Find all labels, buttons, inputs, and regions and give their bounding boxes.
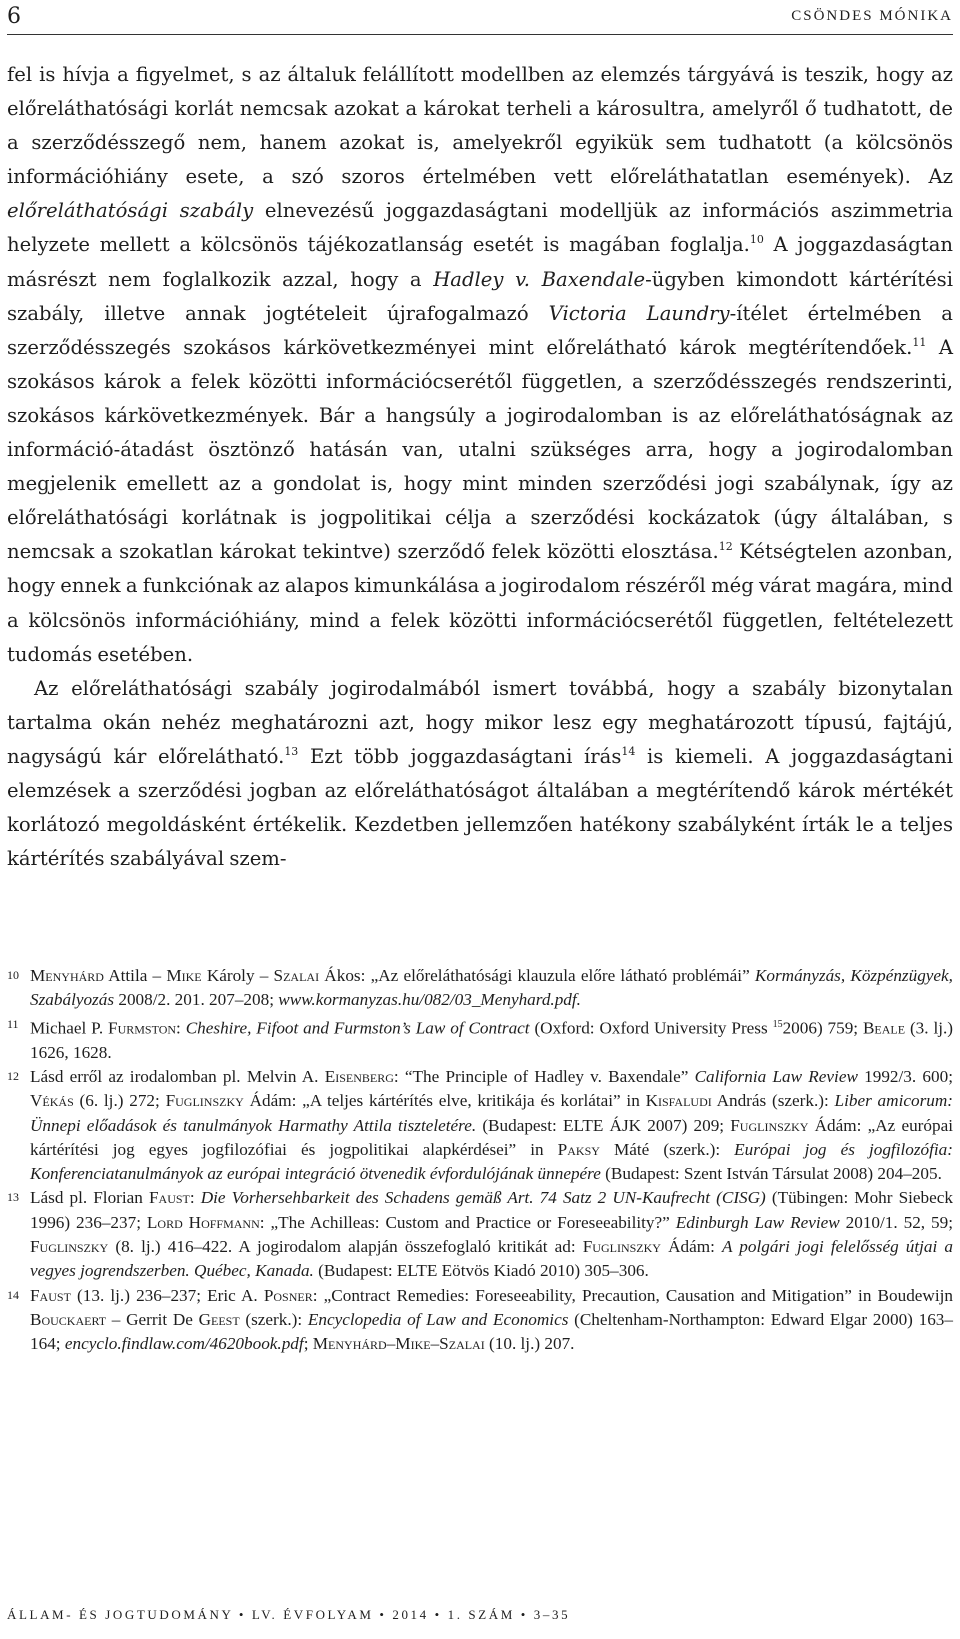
footnote-11 <box>7 1013 953 1065</box>
author-name: Menyhárd–Mike–Szalai <box>312 1334 485 1354</box>
footnote-10 <box>7 964 953 1013</box>
footnote-text <box>30 1186 953 1283</box>
text-run: Máté (szerk.): <box>599 1139 735 1159</box>
text-run: (8. lj.) 416–422. A jogirodalom alapján összefoglaló kritikát ad: <box>108 1237 583 1256</box>
running-head: CSÖNDES MÓNIKA <box>791 8 953 24</box>
emphasis: Victoria Laundry <box>548 301 730 325</box>
text-run: Lásd pl. Florian <box>30 1188 149 1208</box>
author-name: Kisfaludi <box>645 1091 712 1111</box>
text-run: (szerk.): <box>239 1309 308 1329</box>
book-title: Európai jog és jogfilozófia: Konferenciatanulmányok az európai integráció ötvenedik évfordulójának ünnepére <box>30 1139 953 1184</box>
footnote-ref-14[interactable]: 14 <box>621 744 636 758</box>
emphasis: előreláthatósági szabály <box>7 199 254 223</box>
text-run: : „Contract Remedies: Foreseeability, Precaution, Causation and Mitigation” in Boudewijn <box>312 1285 953 1305</box>
author-name: Bouckaert <box>30 1309 107 1329</box>
footnote-number: 12 <box>7 1068 19 1083</box>
author-name: Fuglinszky <box>582 1237 661 1256</box>
text-run: : <box>176 1018 186 1038</box>
text-run: Ádám: „A teljes kártérítés elve, kritikája és korlátai” in <box>243 1091 646 1111</box>
main-text <box>7 58 953 876</box>
text-run: -ítélet értelmében a szerződésszegés szokásos kárkövetkezményei mint előrelátható károk megtérítendőek. <box>7 301 953 359</box>
author-name: Fuglinszky <box>730 1115 809 1135</box>
book-title: A polgári jogi felelősség útjai a vegyes jogrendszerben. Québec, Kanada. <box>30 1237 954 1281</box>
text-run: Ákos: „Az előreláthatósági klauzula előre látható problémái” <box>319 966 755 985</box>
text-run: 2008/2. 201. 207–208; <box>114 990 279 1010</box>
text-run: : „The Achilleas: Custom and Practice or Foreseeability?” <box>259 1212 676 1232</box>
book-title: Cheshire, Fifoot and Furmston’s Law of Contract <box>185 1018 530 1038</box>
footnote-ref-12[interactable]: 12 <box>718 540 733 554</box>
url-link[interactable]: www.kormanyzas.hu/082/03_Menyhard.pdf. <box>278 990 581 1010</box>
text-run: (3. lj.) 1626, 1628. <box>30 1018 954 1062</box>
paragraph-2 <box>7 672 953 877</box>
footnote-number: 14 <box>7 1287 19 1302</box>
footnote-ref-11[interactable]: 11 <box>912 335 927 349</box>
book-title: Encyclopedia of Law and Economics <box>307 1309 569 1329</box>
author-name: Paksy <box>557 1139 600 1159</box>
text-run: (10. lj.) 207. <box>484 1334 575 1354</box>
author-name: Faust <box>148 1188 190 1208</box>
text-run: Az előreláthatósági szabály jogirodalmából ismert továbbá, hogy a szabály bizonytalan tartalma okán nehéz meghatározni azt, hogy mikor lesz egy meghatározott típusú, fajtájú, nagyságú kár előrelátható. <box>7 676 953 768</box>
text-run: Ezt több joggazdaságtani írás <box>298 744 622 768</box>
text-run: (13. lj.) 236–237; Eric A. <box>70 1285 264 1305</box>
text-run: A szokásos károk a felek közötti információcserétől független, a szerződésszegés rendszerinti, szokásos kárkövetkezmények. Bár a hangsúly a jogirodalomban is az előreláthatóságnak az információ-átadást ösztönző hatásán van, utalni szükséges arra, hogy a jogirodalomban megjelenik emellett az a gondolat is, hogy mint minden szerződési jogi szabálynak, így az előreláthatósági korlátnak is jogpolitikai célja a szerződési kockázatok (úgy általában, s nemcsak a szokatlan károkat tekintve) szerződő felek közötti elosztása. <box>7 335 953 564</box>
text-run: fel is hívja a figyelmet, s az általuk felállított modellben az elemzés tárgyává is teszik, hogy az előreláthatósági korlát nemcsak azokat a károkat terheli a károsultra, amelyről ő tudhatott, de a szerződésszegő nem, hanem azokat is, amelyekről egyikük sem tudhatott (a kölcsönös információhiány esete, a szó szoros értelmében vett előreláthatatlan események). Az <box>7 63 953 189</box>
footnote-text <box>30 1284 953 1357</box>
text-run: : <box>189 1188 201 1208</box>
paragraph-1 <box>7 58 953 672</box>
footnote-ref-13[interactable]: 13 <box>284 744 299 758</box>
edition-superscript: 15 <box>772 1018 783 1030</box>
text-run: 2006) 759; <box>782 1018 863 1038</box>
page-number: 6 <box>7 4 21 29</box>
author-name: Beale <box>862 1018 906 1038</box>
book-title: Liber amicorum: Ünnepi előadások és tanulmányok Harmathy Attila tiszteletére. <box>30 1091 953 1135</box>
journal-title: Edinburgh Law Review <box>675 1212 840 1232</box>
author-name: Fuglinszky <box>30 1237 109 1256</box>
footnote-text <box>30 964 953 1013</box>
footnote-number: 13 <box>7 1190 19 1205</box>
text-run: (Budapest: ELTE ÁJK 2007) 209; <box>476 1115 731 1135</box>
text-run: Ádám: <box>660 1237 722 1256</box>
page-header <box>7 0 953 35</box>
author-name: Lord Hoffmann <box>146 1212 260 1232</box>
emphasis: Hadley v. Baxendale <box>433 267 646 291</box>
text-run: ; <box>303 1334 313 1354</box>
journal-title: Kormányzás, Közpénzügyek, Szabályozás <box>30 966 953 1010</box>
text-run: 2010/1. 52, 59; <box>839 1212 953 1232</box>
text-run: (Cheltenham-Northampton: Edward Elgar 2000) 163–164; <box>30 1309 953 1354</box>
footnote-ref-10[interactable]: 10 <box>749 233 764 247</box>
url-link[interactable]: encyclo.findlaw.com/4620book.pdf <box>64 1334 304 1354</box>
author-name: Faust <box>30 1285 71 1305</box>
book-title: Die Vorhersehbarkeit des Schadens gemäß Art. 74 Satz 2 UN-Kaufrecht (CISG) <box>200 1188 766 1208</box>
text-run: A joggazdaságtan másrészt nem foglalkozik azzal, hogy a <box>7 233 953 291</box>
footnote-text <box>30 1065 953 1186</box>
journal-title: California Law Review <box>694 1066 858 1086</box>
footnote-number: 11 <box>7 1016 19 1031</box>
text-run: Attila – <box>103 966 167 985</box>
text-run: is kiemeli. A joggazdaságtani elemzések a szerződési jogban az előreláthatóságot általában a megtérítendő károk mértékét korlátozó megoldásként értékelik. Kezdetben jellemzően hatékony szabályként írták le a teljes kártérítés szabályával szem- <box>7 744 953 871</box>
author-name: Geest <box>198 1309 240 1329</box>
text-run: Kétségtelen azonban, hogy ennek a funkciónak az alapos kimunkálása a jogirodalom részéről még várat magára, mind a kölcsönös információhiány, mind a felek közötti információcserétől független, feltételezett tudomás esetében. <box>7 540 953 666</box>
footnote-number: 10 <box>7 968 19 982</box>
text-run: Lásd erről az irodalomban pl. Melvin A. <box>30 1066 325 1086</box>
text-run: (Budapest: ELTE Eötvös Kiadó 2010) 305–306. <box>313 1261 649 1281</box>
text-run: (Budapest: Szent István Társulat 2008) 204–205. <box>600 1164 942 1184</box>
author-name: Furmston <box>108 1018 177 1038</box>
author-name: Fuglinszky <box>165 1091 244 1111</box>
text-run: (6. lj.) 272; <box>73 1091 166 1111</box>
text-run: Ádám: „Az európai kártérítési jog egyes jogfilozófiai és jogpolitikai alapkérdései” in <box>30 1115 953 1159</box>
author-name: Eisenberg <box>324 1066 394 1086</box>
footnote-text <box>30 1013 953 1065</box>
text-run: -ügyben kimondott kártérítési szabály, illetve annak jogtételeit újrafogalmazó <box>7 267 953 325</box>
text-run: András (szerk.): <box>711 1091 835 1111</box>
author-name: Mike <box>166 966 202 985</box>
footnote-12 <box>7 1065 953 1186</box>
footnote-14 <box>7 1284 953 1357</box>
text-run: elnevezésű joggazdaságtani modelljük az információs aszimmetria helyzete mellett a kölcsönös tájékozatlanság esetét is magában foglalja. <box>7 199 954 257</box>
footnote-13 <box>7 1186 953 1283</box>
text-run: Michael P. <box>30 1018 109 1038</box>
text-run: Károly – <box>201 966 274 985</box>
text-run: 1992/3. 600; <box>857 1066 953 1086</box>
text-run: – Gerrit De <box>106 1309 199 1329</box>
author-name: Posner <box>263 1285 313 1305</box>
author-name: Vékás <box>30 1091 74 1111</box>
text-run: : “The Principle of Hadley v. Baxendale” <box>393 1066 695 1086</box>
page-footer: ÁLLAM- ÉS JOGTUDOMÁNY • LV. ÉVFOLYAM • 2014 • 1. SZÁM • 3–35 <box>7 1607 571 1622</box>
author-name: Szalai <box>273 966 320 985</box>
text-run: (Tübingen: Mohr Siebeck 1996) 236–237; <box>30 1188 953 1232</box>
footnotes <box>7 964 953 1356</box>
text-run: (Oxford: Oxford University Press <box>529 1018 773 1038</box>
author-name: Menyhárd <box>30 966 104 985</box>
